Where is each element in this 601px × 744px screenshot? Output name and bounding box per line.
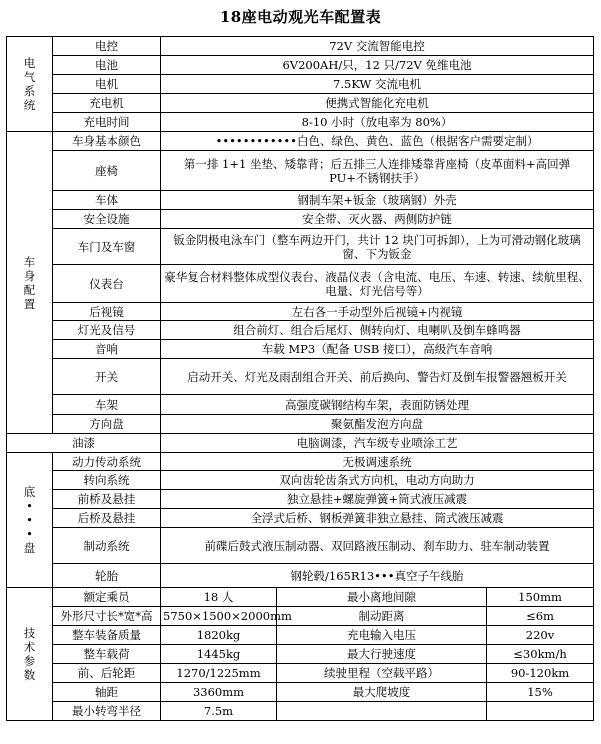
param-value: 1820kg <box>161 626 277 645</box>
row-label: 充电时间 <box>53 113 161 132</box>
table-row <box>7 471 594 490</box>
param-value: 5750×1500×2000mm <box>161 607 277 626</box>
row-label: 充电机 <box>53 94 161 113</box>
row-label: 电机 <box>53 75 161 94</box>
param-label: 制动距离 <box>277 607 487 626</box>
row-value: 安全带、灭火器、两侧防护链 <box>161 210 594 229</box>
table-row <box>7 588 594 607</box>
row-label: 车身基本颜色 <box>53 132 161 151</box>
table-row <box>7 664 594 683</box>
param-label: 续驶里程（空载平路） <box>277 664 487 683</box>
row-value: 6V200AH/只，12 只/72V 免维电池 <box>161 56 594 75</box>
row-value: 组合前灯、组合后尾灯、侧转向灯、电喇叭及倒车蜂鸣器 <box>161 321 594 340</box>
param-value: 150mm <box>487 588 594 607</box>
row-label: 车门及车窗 <box>53 229 161 265</box>
row-label: 车体 <box>53 191 161 210</box>
table-row <box>7 645 594 664</box>
row-label: 转向系统 <box>53 471 161 490</box>
table-row <box>7 395 594 415</box>
param-value: 3360mm <box>161 683 277 702</box>
param-label <box>277 702 487 721</box>
row-label: 电控 <box>53 37 161 56</box>
row-value: 无极调速系统 <box>161 453 594 471</box>
row-value: 8-10 小时（放电率为 80%） <box>161 113 594 132</box>
table-row <box>7 683 594 702</box>
row-value: ••••••••••••白色、绿色、黄色、蓝色（根据客户需要定制） <box>161 132 594 151</box>
row-label: 方向盘 <box>53 415 161 434</box>
row-value: 左右各一手动型外后视镜+内视镜 <box>161 303 594 321</box>
param-value: 220v <box>487 626 594 645</box>
row-label: 开关 <box>53 359 161 395</box>
category-tech: 技 术 参 数 <box>7 588 53 721</box>
table-row <box>7 434 594 453</box>
table-row <box>7 75 594 94</box>
param-value: ≤30km/h <box>487 645 594 664</box>
param-label: 整车装备质量 <box>53 626 161 645</box>
row-label: 灯光及信号 <box>53 321 161 340</box>
row-label: 油漆 <box>7 434 161 453</box>
table-row <box>7 151 594 191</box>
row-label: 车架 <box>53 395 161 415</box>
table-row <box>7 94 594 113</box>
param-label: 外形尺寸长*宽*高 <box>53 607 161 626</box>
row-label: 安全设施 <box>53 210 161 229</box>
row-value: 72V 交流智能电控 <box>161 37 594 56</box>
row-value: 第一排 1+1 坐垫、矮靠背；后五排三人连排矮靠背座椅（皮革面料+高回弹 PU+不锈钢扶手） <box>161 151 594 191</box>
param-label: 前、后轮距 <box>53 664 161 683</box>
row-label: 动力传动系统 <box>53 453 161 471</box>
row-value: 便携式智能化充电机 <box>161 94 594 113</box>
table-row <box>7 37 594 56</box>
category-body: 车 身 配 置 <box>7 132 53 434</box>
param-value: 18 人 <box>161 588 277 607</box>
row-value: 双向齿轮齿条式方向机，电动方向助力 <box>161 471 594 490</box>
row-label: 后桥及悬挂 <box>53 509 161 528</box>
param-label: 充电输入电压 <box>277 626 487 645</box>
row-value: 7.5KW 交流电机 <box>161 75 594 94</box>
table-row <box>7 132 594 151</box>
row-value: 独立悬挂+螺旋弹簧+筒式液压减震 <box>161 490 594 509</box>
category-chassis: 底 • • • 盘 <box>7 453 53 588</box>
table-row <box>7 321 594 340</box>
param-value: 15% <box>487 683 594 702</box>
row-label: 前桥及悬挂 <box>53 490 161 509</box>
table-row <box>7 626 594 645</box>
row-value: 车载 MP3（配备 USB 接口），高级汽车音响 <box>161 340 594 359</box>
spec-table <box>6 36 594 721</box>
row-value: 钢制车架+钣金（玻璃钢）外壳 <box>161 191 594 210</box>
table-row <box>7 265 594 303</box>
table-row <box>7 210 594 229</box>
row-value: 电脑调漆，汽车级专业喷涂工艺 <box>161 434 594 453</box>
table-row <box>7 229 594 265</box>
row-label: 后视镜 <box>53 303 161 321</box>
row-label: 座椅 <box>53 151 161 191</box>
param-value: 90-120km <box>487 664 594 683</box>
param-label: 轴距 <box>53 683 161 702</box>
table-row <box>7 509 594 528</box>
row-label: 仪表台 <box>53 265 161 303</box>
row-value: 钣金阴极电泳车门（整车两边开门，共计 12 块门可拆卸），上为可滑动钢化玻璃窗、下为钣金 <box>161 229 594 265</box>
table-row <box>7 453 594 471</box>
param-value: 1270/1225mm <box>161 664 277 683</box>
table-row <box>7 113 594 132</box>
param-value: 7.5m <box>161 702 277 721</box>
param-label: 最大行驶速度 <box>277 645 487 664</box>
table-row <box>7 415 594 434</box>
table-row <box>7 359 594 395</box>
param-label: 最大爬坡度 <box>277 683 487 702</box>
param-label: 最小转弯半径 <box>53 702 161 721</box>
row-value: 启动开关、灯光及雨刮组合开关、前后换向、警告灯及倒车报警器翘板开关 <box>161 359 594 395</box>
table-row <box>7 191 594 210</box>
row-value: 聚氨酯发泡方向盘 <box>161 415 594 434</box>
param-label: 整车载荷 <box>53 645 161 664</box>
table-row <box>7 490 594 509</box>
param-value <box>487 702 594 721</box>
param-value: 1445kg <box>161 645 277 664</box>
page-title: 18座电动观光车配置表 <box>219 8 382 26</box>
table-row <box>7 607 594 626</box>
row-value: 全浮式后桥、钢板弹簧非独立悬挂、筒式液压减震 <box>161 509 594 528</box>
table-row <box>7 702 594 721</box>
param-label: 额定乘员 <box>53 588 161 607</box>
row-value: 钢轮毂/165R13•••真空子午线胎 <box>161 564 594 588</box>
category-electrical: 电 气 系 统 <box>7 37 53 132</box>
table-row <box>7 528 594 564</box>
table-row <box>7 303 594 321</box>
param-label: 最小离地间隙 <box>277 588 487 607</box>
table-row <box>7 564 594 588</box>
row-label: 制动系统 <box>53 528 161 564</box>
row-label: 音响 <box>53 340 161 359</box>
row-label: 电池 <box>53 56 161 75</box>
table-row <box>7 56 594 75</box>
param-value: ≤6m <box>487 607 594 626</box>
row-value: 高强度碳钢结构车架，表面防锈处理 <box>161 395 594 415</box>
row-value: 豪华复合材料整体成型仪表台、液晶仪表（含电流、电压、车速、转速、续航里程、电量、灯光信号等） <box>161 265 594 303</box>
row-value: 前碟后鼓式液压制动器、双回路液压制动、刹车助力、驻车制动装置 <box>161 528 594 564</box>
row-label: 轮胎 <box>53 564 161 588</box>
table-row <box>7 340 594 359</box>
